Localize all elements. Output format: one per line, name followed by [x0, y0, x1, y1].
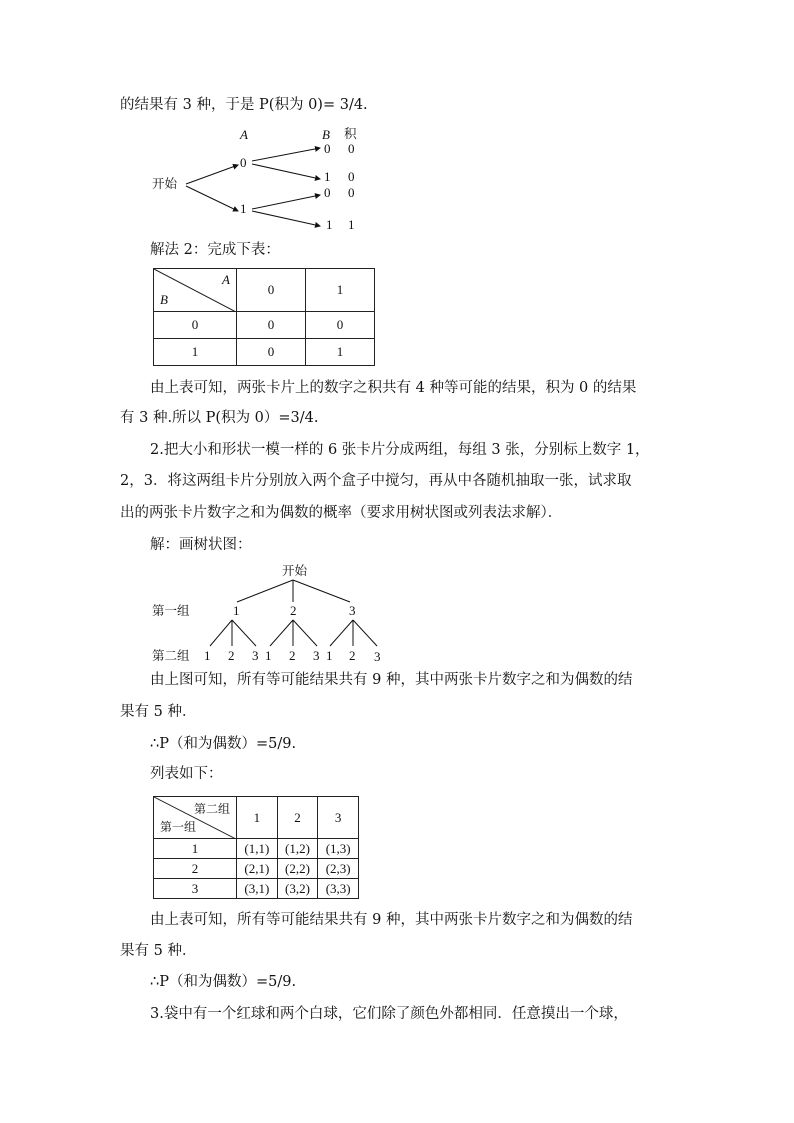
table2-cell: (3,3): [318, 879, 359, 899]
table1-row-header: 0: [154, 312, 237, 339]
tree1-leaf-product: 0: [348, 141, 355, 156]
tree2-node: 1: [233, 603, 240, 618]
table1-col-header: 1: [306, 269, 375, 312]
tree-diagram-2: [140, 560, 400, 665]
tree-diagram-1: [140, 122, 380, 237]
tree2-node: 2: [290, 603, 297, 618]
table1-col-header: 0: [237, 269, 306, 312]
tree1-col-a: A: [240, 127, 248, 142]
tree2-level2-label: 第二组: [152, 648, 190, 663]
tree2-leaf: 3: [374, 649, 381, 664]
table2-cell: (3,1): [237, 879, 278, 899]
table1-corner-cell: [154, 269, 237, 312]
text-line: 出的两张卡片数字之和为偶数的概率（要求用树状图或列表法求解）．: [120, 505, 563, 521]
text-line: 2，3．将这两组卡片分别放入两个盒子中搅匀，再从中各随机抽取一张，试求取: [120, 473, 632, 489]
table2-col-label: 第二组: [193, 802, 230, 816]
tree2-leaf: 1: [204, 648, 211, 663]
text-line: 有 3 种.所以 P(积为 0）=3/4.: [120, 410, 319, 426]
table1-cell: 0: [237, 339, 306, 366]
tree1-col-product: 积: [344, 126, 357, 141]
tree2-leaf: 1: [326, 648, 333, 663]
text-line: ∴P（和为偶数）=5/9.: [150, 736, 297, 752]
table1-cell: 0: [306, 312, 375, 339]
text-line: 由上图可知，所有等可能结果共有 9 种，其中两张卡片数字之和为偶数的结: [150, 672, 633, 688]
tree1-node: 1: [240, 201, 247, 216]
tree2-node: 3: [349, 603, 356, 618]
outcome-table: [153, 796, 359, 899]
tree2-leaf: 1: [265, 648, 272, 663]
text-line: 2.把大小和形状一模一样的 6 张卡片分成两组，每组 3 张，分别标上数字 1，: [150, 442, 650, 458]
tree1-leaf-b: 1: [324, 169, 331, 184]
text-line: 解：画树状图：: [150, 537, 252, 553]
text-line: 3.袋中有一个红球和两个白球，它们除了颜色外都相同．任意摸出一个球，: [150, 1006, 628, 1022]
table1-row-label: B: [160, 292, 168, 307]
table1-row-header: 1: [154, 339, 237, 366]
table2-cell: (2,3): [318, 859, 359, 879]
tree2-leaf: 2: [289, 648, 296, 663]
table2-row-header: 2: [154, 859, 237, 879]
tree2-level1-label: 第一组: [152, 603, 190, 618]
table2-cell: (1,2): [277, 839, 318, 859]
table2-row-label: 第一组: [160, 820, 197, 834]
tree1-leaf-b: 0: [324, 141, 331, 156]
table2-col-header: 1: [237, 797, 278, 839]
text-line: 列表如下：: [150, 766, 223, 782]
table2-corner-cell: [154, 797, 237, 839]
text-line: 果有 5 种．: [120, 943, 197, 959]
text-line: 由上表可知，两张卡片上的数字之积共有 4 种等可能的结果，积为 0 的结果: [150, 380, 637, 396]
table2-row-header: 3: [154, 879, 237, 899]
tree1-leaf-product: 0: [348, 185, 355, 200]
tree2-leaf: 2: [228, 648, 235, 663]
table2-row-header: 1: [154, 839, 237, 859]
table2-cell: (2,2): [277, 859, 318, 879]
table1-col-label: A: [222, 272, 230, 287]
table2-cell: (2,1): [237, 859, 278, 879]
text-line: 由上表可知，所有等可能结果共有 9 种，其中两张卡片数字之和为偶数的结: [150, 912, 633, 928]
tree1-node: 0: [240, 155, 247, 170]
table1-cell: 0: [237, 312, 306, 339]
table2-cell: (3,2): [277, 879, 318, 899]
tree2-leaf: 3: [252, 648, 259, 663]
table2-cell: (1,1): [237, 839, 278, 859]
table2-col-header: 3: [318, 797, 359, 839]
table2-col-header: 2: [277, 797, 318, 839]
product-table: [153, 268, 375, 366]
tree1-leaf-b: 0: [324, 185, 331, 200]
table1-cell: 1: [306, 339, 375, 366]
tree1-leaf-product: 1: [348, 217, 355, 232]
tree1-leaf-product: 0: [348, 169, 355, 184]
tree2-start: 开始: [282, 563, 308, 578]
text-line: 的结果有 3 种，于是 P(积为 0)= 3/4.: [120, 97, 368, 113]
tree1-leaf-b: 1: [326, 217, 333, 232]
tree2-leaf: 2: [349, 648, 356, 663]
text-line: ∴P（和为偶数）=5/9.: [150, 974, 297, 990]
tree1-col-b: B: [322, 127, 330, 142]
tree1-start: 开始: [152, 176, 178, 191]
text-line: 解法 2：完成下表：: [150, 242, 280, 258]
table2-cell: (1,3): [318, 839, 359, 859]
tree2-leaf: 3: [313, 648, 320, 663]
text-line: 果有 5 种．: [120, 704, 197, 720]
